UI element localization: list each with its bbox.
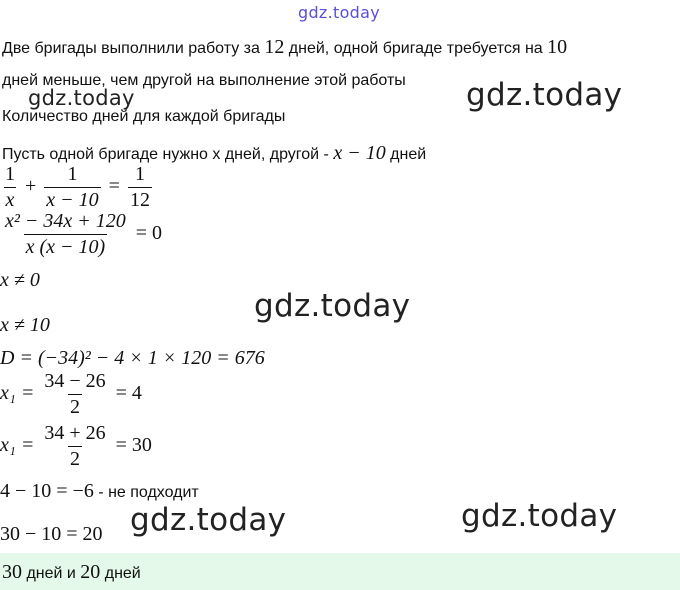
- fraction-numerator: 34 − 26: [44, 370, 106, 392]
- root-rhs: = 30: [115, 434, 152, 457]
- answer-box: [0, 553, 680, 590]
- fraction-numerator: 1: [5, 163, 15, 185]
- problem-line-1: [2, 36, 567, 59]
- problem-line-2: дней меньше, чем другой на выполнение этой работы: [2, 72, 406, 89]
- fraction-denominator: x: [5, 189, 15, 211]
- fraction-denominator: x − 10: [46, 189, 99, 211]
- fraction-numerator: 1: [134, 163, 145, 185]
- answer-words: дней и: [22, 565, 81, 582]
- question-text: Количество дней для каждой бригады: [2, 108, 286, 125]
- fraction-denominator: 2: [69, 396, 80, 418]
- let-text: дней: [385, 146, 427, 163]
- number-12: 12: [264, 36, 285, 58]
- plus-sign: +: [25, 175, 37, 198]
- equation-rhs: = 0: [135, 222, 163, 245]
- root-lhs: x₁ =: [0, 434, 35, 457]
- fraction-numerator: 34 + 26: [44, 422, 106, 444]
- math-expression: x − 10: [333, 142, 386, 164]
- fraction-denominator: x (x − 10): [25, 236, 106, 258]
- answer-number: 30: [2, 561, 22, 583]
- condition-1: x ≠ 0: [0, 269, 40, 291]
- watermark: gdz.today: [130, 502, 287, 538]
- number-10: 10: [547, 36, 568, 58]
- answer-text: [2, 561, 141, 584]
- answer-number: 20: [80, 561, 101, 583]
- root-2: [0, 422, 152, 471]
- watermark: gdz.today: [254, 288, 411, 324]
- watermark: gdz.today: [461, 498, 618, 534]
- answer-words: дней: [100, 565, 141, 582]
- let-text: Пусть одной бригаде нужно х дней, другой -: [2, 146, 334, 163]
- equation-1: [0, 163, 155, 212]
- problem-text: Две бригады выполнили работу за: [2, 40, 265, 57]
- watermark: gdz.today: [466, 77, 623, 113]
- root-1: [0, 370, 142, 419]
- check-text: - не подходит: [93, 484, 199, 501]
- root-lhs: x₁ =: [0, 382, 35, 405]
- fraction-numerator: 1: [67, 163, 78, 185]
- fraction-denominator: 12: [129, 189, 150, 211]
- root-rhs: = 4: [115, 382, 142, 405]
- equation-2: [0, 210, 162, 259]
- watermark: gdz.today: [28, 86, 135, 110]
- watermark: gdz.today: [298, 3, 380, 22]
- problem-text: дней, одной бригаде требуется на: [284, 40, 548, 57]
- equals-sign: =: [108, 175, 120, 198]
- check-1: [0, 480, 199, 503]
- discriminant: D = (−34)² − 4 × 1 × 120 = 676: [0, 347, 265, 369]
- check-2: 30 − 10 = 20: [0, 523, 103, 545]
- condition-2: x ≠ 10: [0, 314, 50, 336]
- fraction-denominator: 2: [69, 448, 80, 470]
- math-expression: 4 − 10 = −6: [0, 480, 94, 502]
- fraction-numerator: x² − 34x + 120: [5, 210, 126, 232]
- let-line: [2, 142, 426, 165]
